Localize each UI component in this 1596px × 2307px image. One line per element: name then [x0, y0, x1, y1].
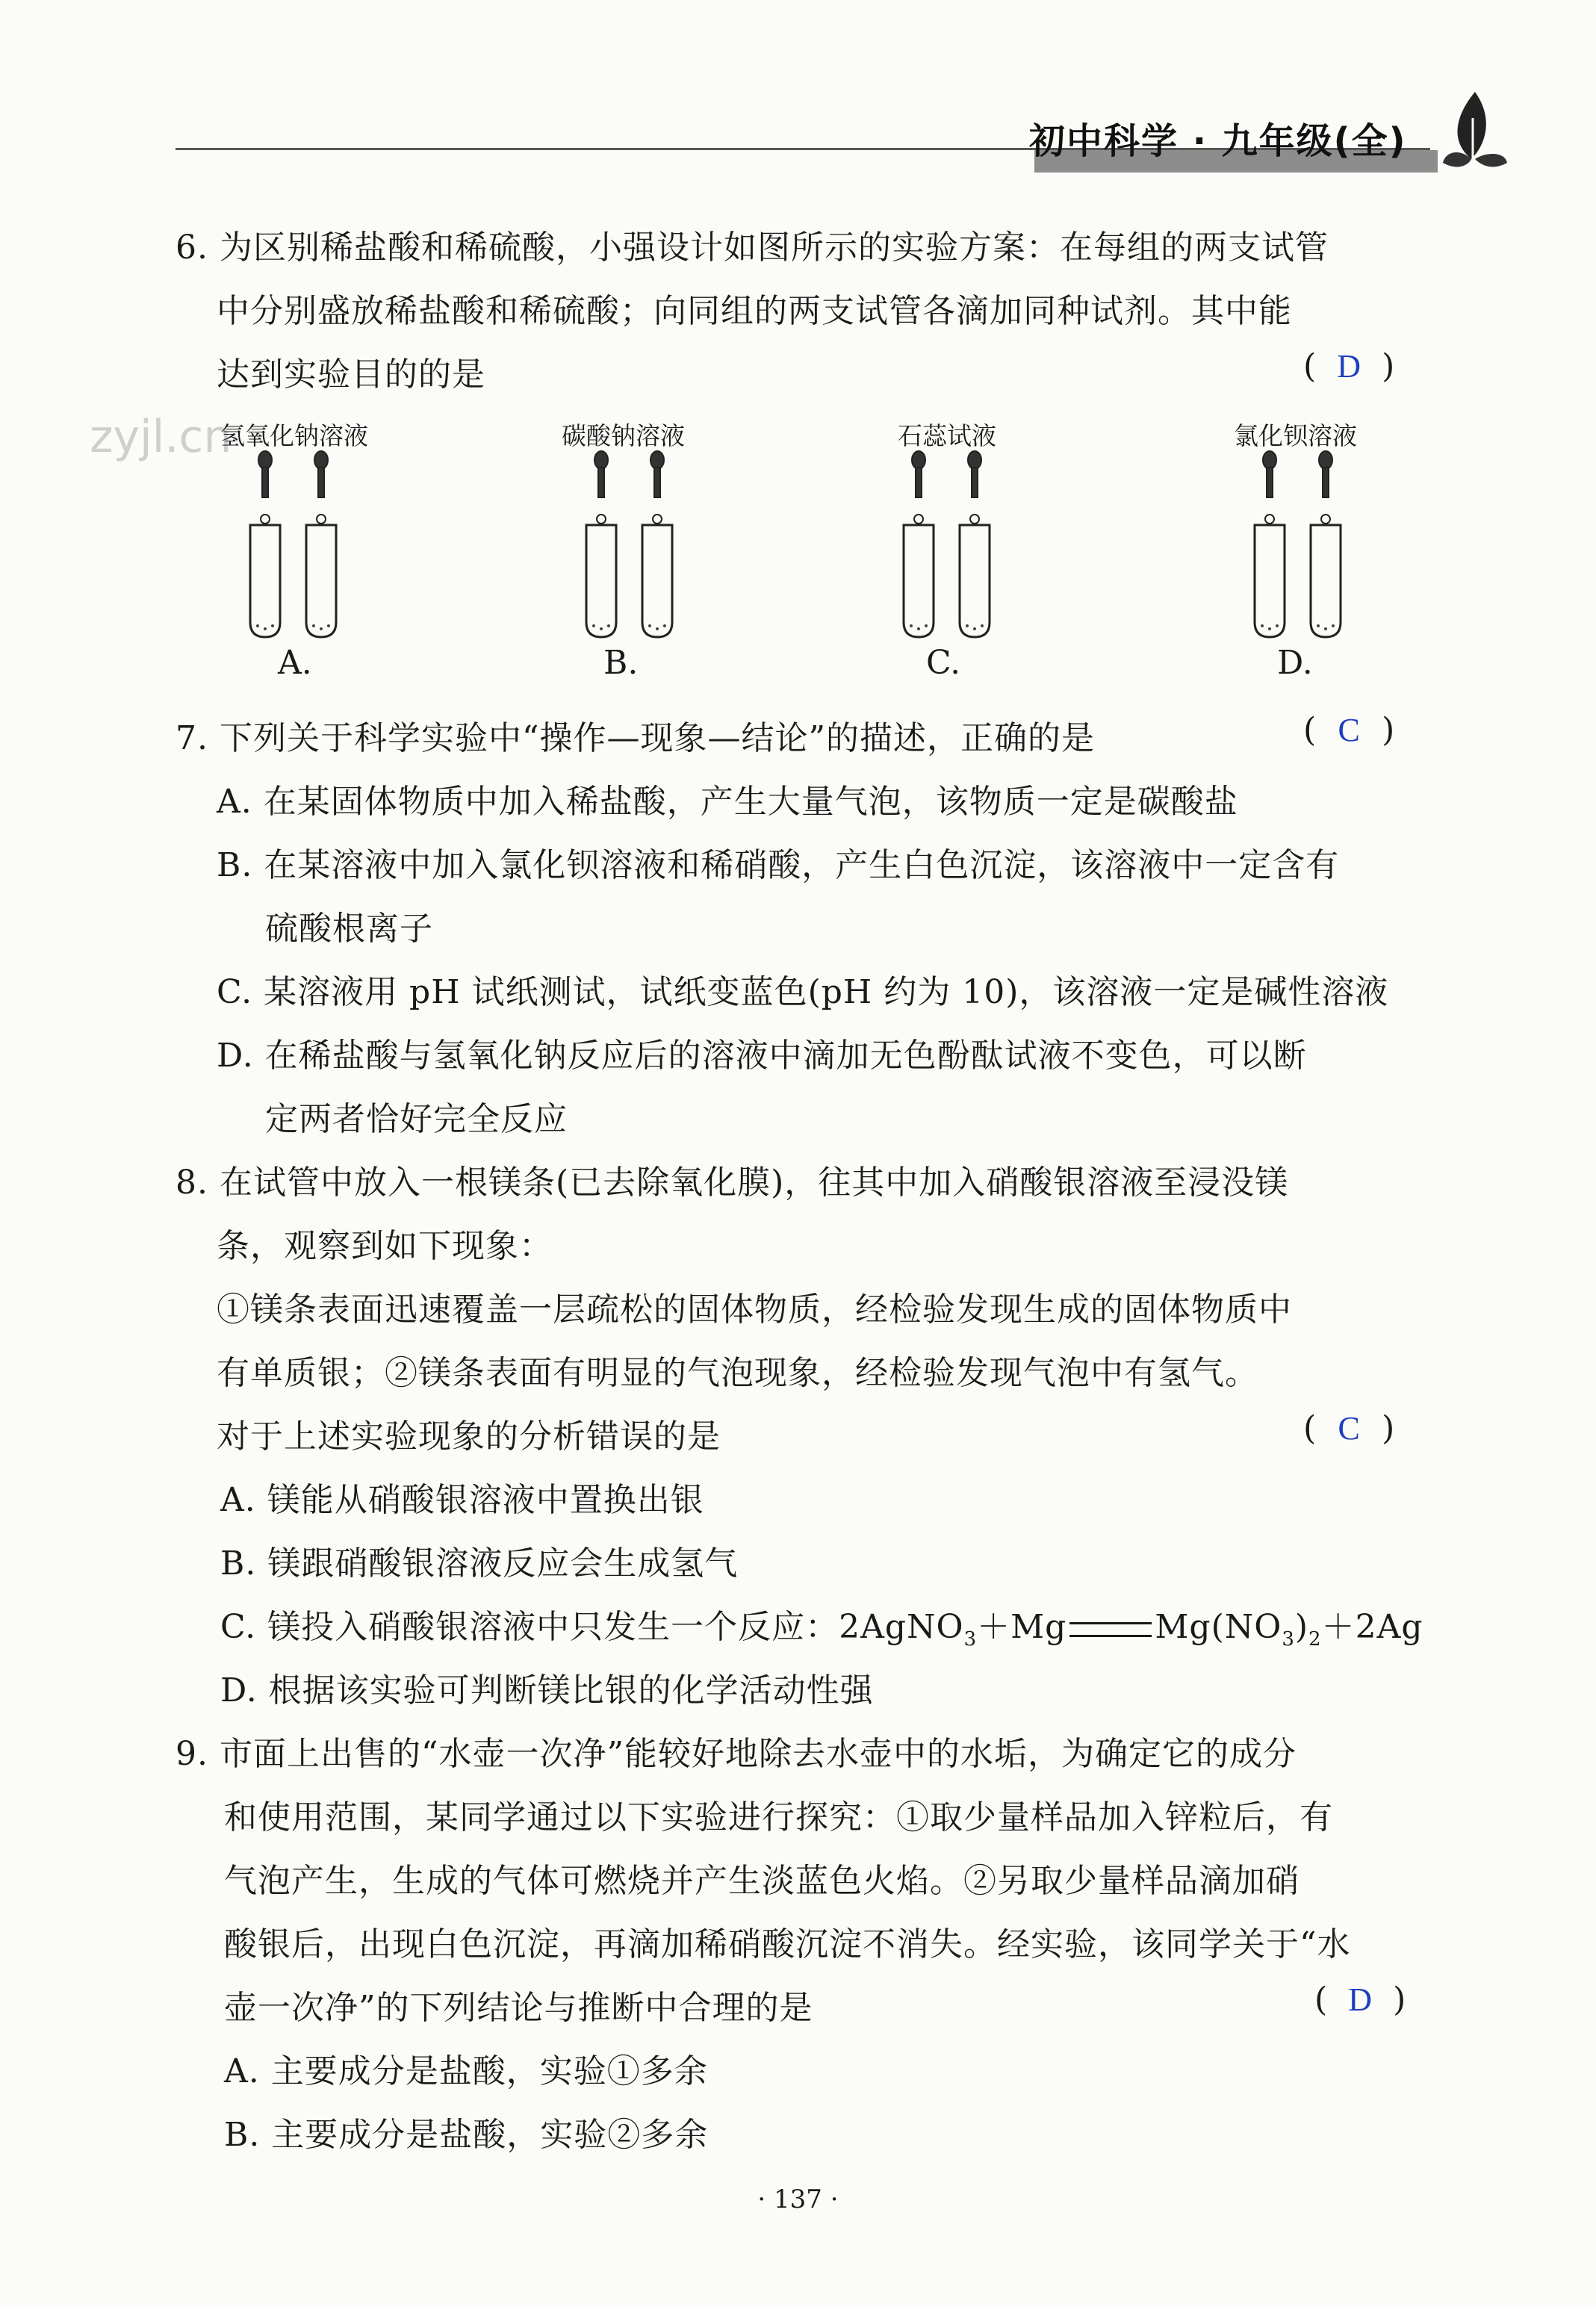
q6-fig-c-test-tubes — [892, 447, 1012, 641]
q8-answer: ( C ) — [1303, 1409, 1395, 1447]
q9-line-5: 壶一次净”的下列结论与推断中合理的是 — [224, 1989, 813, 2027]
q8-option-d: D. 根据该实验可判断镁比银的化学活动性强 — [220, 1671, 874, 1710]
q7-option-c: C. 某溶液用 pH 试纸测试，试纸变蓝色(pH 约为 10)，该溶液一定是碱性溶液 — [217, 973, 1389, 1011]
q6-line-1: 6. 为区别稀盐酸和稀硫酸，小强设计如图所示的实验方案：在每组的两支试管 — [176, 229, 1329, 267]
q9-option-b: B. 主要成分是盐酸，实验②多余 — [224, 2116, 709, 2154]
watermark: zyjl.cn — [90, 411, 232, 463]
q7-option-b-line-1: B. 在某溶液中加入氯化钡溶液和稀硝酸，产生白色沉淀，该溶液中一定含有 — [217, 846, 1340, 884]
q8-option-c — [220, 1600, 1423, 1651]
q9-option-a: A. 主要成分是盐酸，实验①多余 — [224, 2052, 708, 2090]
header-title: 初中科学 · 九年级(全) — [1029, 120, 1407, 162]
q7-option-d-line-1: D. 在稀盐酸与氢氧化钠反应后的溶液中滴加无色酚酞试液不变色，可以断 — [217, 1037, 1307, 1075]
q6-line-2: 中分别盛放稀盐酸和稀硫酸；向同组的两支试管各滴加同种试剂。其中能 — [217, 292, 1292, 330]
q7-option-d-line-2: 定两者恰好完全反应 — [265, 1100, 568, 1138]
page-number: · 137 · — [757, 2185, 839, 2214]
q8-option-c-paren: ) — [1294, 1608, 1309, 1646]
leaf-logo-icon — [1441, 88, 1509, 178]
q8-option-c-sub-2: 3 — [1282, 1627, 1295, 1651]
q6-fig-c-label: 石蕊试液 — [898, 421, 996, 450]
q8-option-c-text: C. 镁投入硝酸银溶液中只发生一个反应：2AgNO — [220, 1608, 964, 1646]
q7-option-b-line-2: 硫酸根离子 — [265, 910, 433, 948]
q6-fig-a-label: 氢氧化钠溶液 — [220, 421, 368, 450]
q6-fig-a-test-tubes — [239, 447, 358, 641]
q8-option-c-ag: ＋2Ag — [1321, 1608, 1423, 1646]
q6-fig-b-label: 碳酸钠溶液 — [562, 421, 685, 450]
q6-option-d: D. — [1277, 644, 1313, 682]
q8-line-2: 条，观察到如下现象： — [217, 1227, 553, 1265]
q6-option-b: B. — [603, 644, 639, 682]
q8-option-a: A. 镁能从硝酸银溶液中置换出银 — [220, 1481, 704, 1519]
q8-option-c-sub: 3 — [963, 1627, 978, 1651]
q7-option-a: A. 在某固体物质中加入稀盐酸，产生大量气泡，该物质一定是碳酸盐 — [217, 783, 1238, 821]
q6-line-3: 达到实验目的的是 — [217, 355, 485, 394]
q9-line-2: 和使用范围，某同学通过以下实验进行探究：①取少量样品加入锌粒后，有 — [224, 1798, 1333, 1836]
q9-line-4: 酸银后，出现白色沉淀，再滴加稀硝酸沉淀不消失。经实验，该同学关于“水 — [224, 1925, 1351, 1963]
q6-fig-d-test-tubes — [1243, 447, 1363, 641]
q8-answer-letter: C — [1338, 1410, 1360, 1447]
q8-line-1: 8. 在试管中放入一根镁条(已去除氧化膜)，往其中加入硝酸银溶液至浸没镁 — [176, 1164, 1289, 1202]
q7-answer-letter: C — [1338, 712, 1360, 748]
q8-option-c-product: Mg(NO — [1155, 1608, 1282, 1646]
q8-option-b: B. 镁跟硝酸银溶液反应会生成氢气 — [220, 1544, 739, 1583]
q8-line-4: 有单质银；②镁条表面有明显的气泡现象，经检验发现气泡中有氢气。 — [217, 1354, 1258, 1392]
q8-line-5: 对于上述实验现象的分析错误的是 — [217, 1418, 721, 1456]
q6-answer: ( D ) — [1303, 347, 1395, 385]
q6-option-a: A. — [278, 644, 312, 682]
q7-stem: 7. 下列关于科学实验中“操作—现象—结论”的描述，正确的是 — [176, 719, 1095, 757]
q7-answer: ( C ) — [1303, 711, 1395, 749]
q6-option-c: C. — [926, 644, 961, 682]
q8-option-c-mg: ＋Mg — [977, 1608, 1067, 1646]
q6-fig-b-test-tubes — [575, 447, 695, 641]
q9-answer-letter: D — [1348, 1981, 1373, 2018]
q6-answer-letter: D — [1337, 348, 1361, 385]
q8-line-3: ①镁条表面迅速覆盖一层疏松的固体物质，经检验发现生成的固体物质中 — [217, 1291, 1292, 1329]
q6-fig-d-label: 氯化钡溶液 — [1234, 421, 1357, 450]
q8-option-c-equals-sign — [1069, 1622, 1152, 1637]
q9-line-3: 气泡产生，生成的气体可燃烧并产生淡蓝色火焰。②另取少量样品滴加硝 — [224, 1862, 1300, 1900]
q9-line-1: 9. 市面上出售的“水壶一次净”能较好地除去水壶中的水垢，为确定它的成分 — [176, 1735, 1297, 1773]
q9-answer: ( D ) — [1314, 1981, 1406, 2019]
q8-option-c-sub-3: 2 — [1308, 1627, 1322, 1651]
